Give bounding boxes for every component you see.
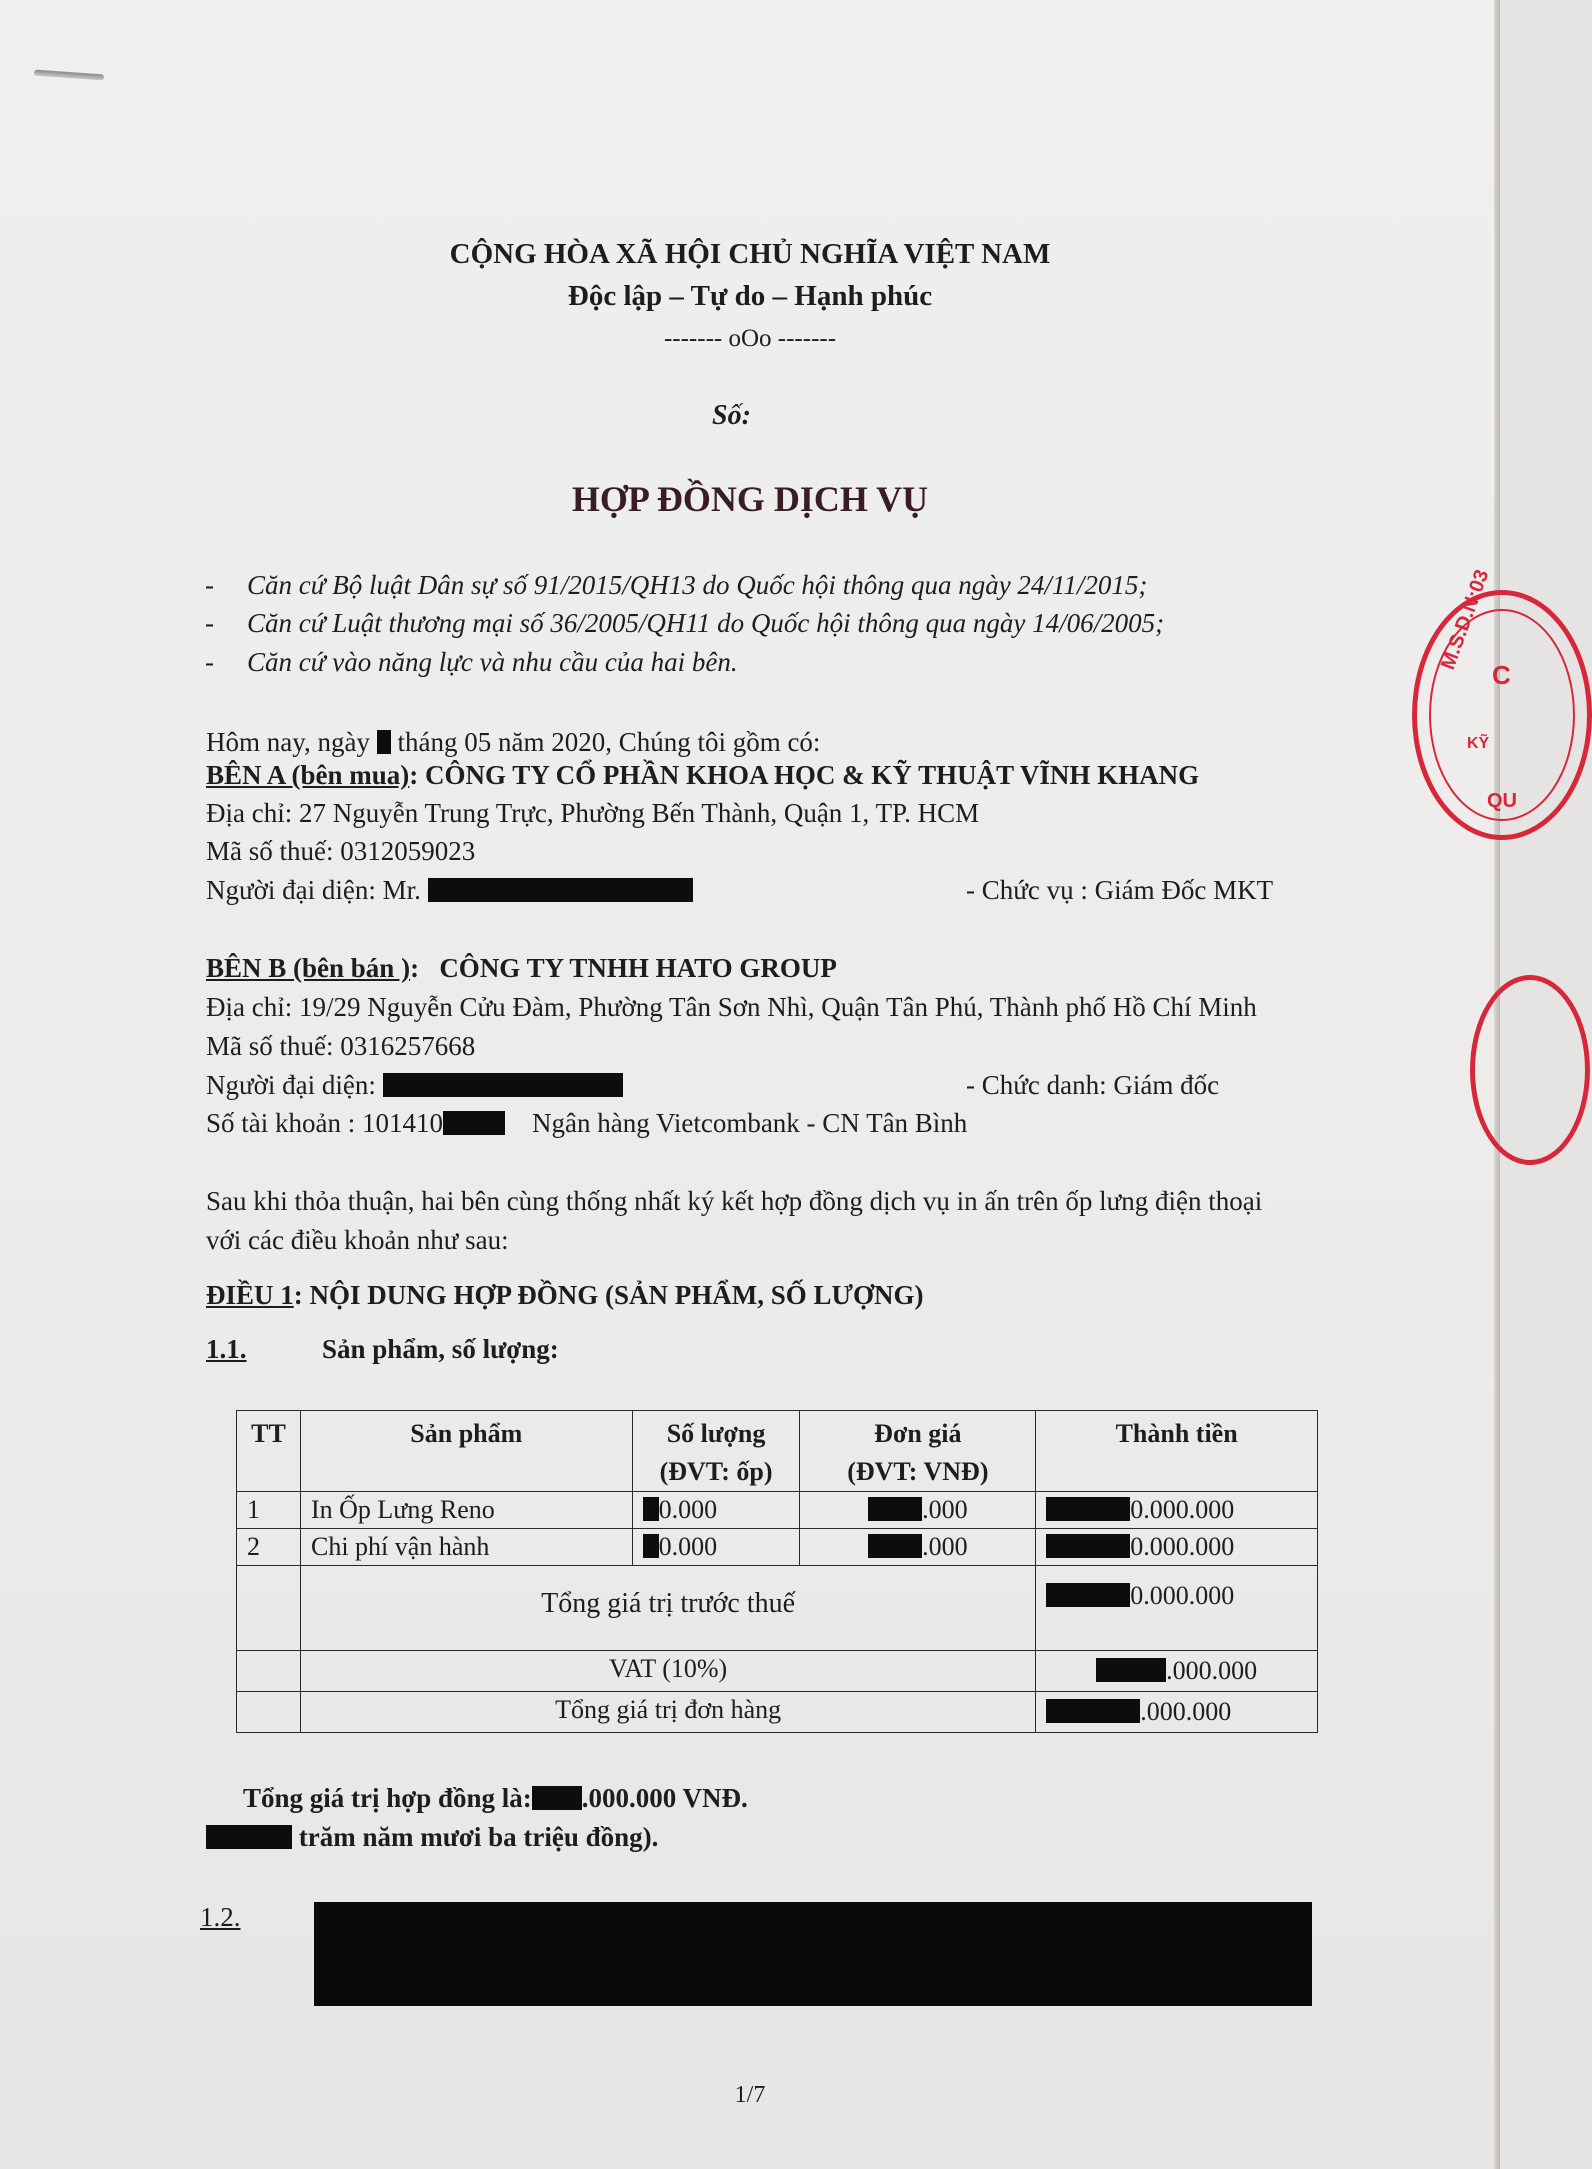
party-a-address: Địa chỉ: 27 Nguyễn Trung Trực, Phường Bến Thành, Quận 1, TP. HCM [206,798,980,828]
header-unit-price: Đơn giá (ĐVT: VNĐ) [800,1411,1036,1492]
table-header-row [237,1411,1318,1492]
redaction-bar [868,1497,922,1521]
agreement-line: với các điều khoản như sau: [206,1225,509,1255]
redaction-bar [206,1825,292,1849]
row-product: Chi phí vận hành [300,1529,632,1566]
party-b-address: Địa chỉ: 19/29 Nguyễn Cửu Đàm, Phường Tân Sơn Nhì, Quận Tân Phú, Thành phố Hồ Chí Minh [206,992,1257,1022]
vat-value: .000.000 [1036,1651,1318,1692]
table-row [237,1492,1318,1529]
pretax-value: 0.000.000 [1036,1566,1318,1651]
company-seal [1470,975,1590,1165]
redaction-bar [532,1786,582,1810]
redaction-bar [383,1073,623,1097]
article-1-heading: ĐIỀU 1: NỘI DUNG HỢP ĐỒNG (SẢN PHẨM, SỐ LƯỢNG) [206,1280,924,1310]
section-number: 1.2. [200,1902,241,1932]
contract-number-label: Số: [712,400,751,431]
contract-total: Tổng giá trị hợp đồng là: .000.000 VNĐ. [243,1783,748,1813]
basis-item: - Căn cứ Bộ luật Dân sự số 91/2015/QH13 do Quốc hội thông qua ngày 24/11/2015; [205,570,1148,600]
redaction-bar [1046,1583,1130,1607]
row-unit-price: .000 [800,1529,1036,1566]
header-tt: TT [237,1411,301,1492]
party-b-account: Số tài khoản : 101410 Ngân hàng Vietcombank - CN Tân Bình [206,1108,968,1138]
redaction-bar [1096,1658,1166,1682]
row-amount: 0.000.000 [1036,1529,1318,1566]
pretax-label: Tổng giá trị trước thuế [300,1566,1035,1651]
party-a-heading: BÊN A (bên mua): CÔNG TY CỔ PHẦN KHOA HỌC & KỸ THUẬT VĨNH KHANG [206,760,1200,790]
redaction-bar [868,1534,922,1558]
row-product: In Ốp Lưng Reno [300,1492,632,1529]
redaction-bar [1046,1699,1140,1723]
header-amount: Thành tiền [1036,1411,1318,1492]
country-heading: CỘNG HÒA XÃ HỘI CHỦ NGHĨA VIỆT NAM [449,238,1051,270]
order-total-value: .000.000 [1036,1692,1318,1733]
intro-line: Hôm nay, ngày tháng 05 năm 2020, Chúng tôi gồm có: [206,727,821,757]
party-b-heading: BÊN B (bên bán ): CÔNG TY TNHH HATO GROUP [206,953,837,983]
party-b-position: - Chức danh: Giám đốc [966,1070,1220,1100]
product-table [236,1410,1318,1733]
vat-label: VAT (10%) [300,1651,1035,1692]
party-b-tax: Mã số thuế: 0316257668 [206,1031,476,1061]
row-tt: 2 [237,1529,301,1566]
basis-item: - Căn cứ vào năng lực và nhu cầu của hai bên. [205,647,738,677]
basis-item: - Căn cứ Luật thương mại số 36/2005/QH11 do Quốc hội thông qua ngày 14/06/2005; [205,608,1165,638]
row-quantity: 0.000 [632,1529,800,1566]
party-a-position: - Chức vụ : Giám Đốc MKT [966,875,1274,905]
document-title: HỢP ĐỒNG DỊCH VỤ [571,479,929,519]
redaction-bar [428,878,693,902]
header-product: Sản phẩm [300,1411,632,1492]
row-quantity: 0.000 [632,1492,800,1529]
row-unit-price: .000 [800,1492,1036,1529]
party-a-tax: Mã số thuế: 0312059023 [206,836,476,866]
order-total-row [237,1692,1318,1733]
header-quantity: Số lượng (ĐVT: ốp) [632,1411,800,1492]
agreement-line: Sau khi thỏa thuận, hai bên cùng thống nhất ký kết hợp đồng dịch vụ in ấn trên ốp lưng điện thoại [206,1186,1263,1216]
redaction-bar [443,1111,505,1135]
order-total-label: Tổng giá trị đơn hàng [300,1692,1035,1733]
motto-heading: Độc lập – Tự do – Hạnh phúc [567,280,933,312]
vat-row [237,1651,1318,1692]
redaction-bar [377,730,391,754]
pretax-total-row [237,1566,1318,1651]
table-row [237,1529,1318,1566]
redaction-bar [643,1534,659,1558]
section-number: 1.1. [206,1334,247,1364]
section-title: Sản phẩm, số lượng: [322,1334,559,1364]
row-tt: 1 [237,1492,301,1529]
company-seal: M.S.D.N:03 C KỸ QU [1412,590,1592,840]
redaction-bar [1046,1497,1130,1521]
contract-total-in-words: trăm năm mươi ba triệu đồng). [206,1822,658,1853]
redaction-bar [1046,1534,1130,1558]
header-separator: ------- oOo ------- [663,325,837,352]
redaction-bar [643,1497,659,1521]
party-a-representative: Người đại diện: Mr. [206,875,693,906]
party-b-representative: Người đại diện: [206,1070,623,1101]
row-amount: 0.000.000 [1036,1492,1318,1529]
page-number: 1/7 [734,2082,766,2108]
redaction-block [314,1902,1312,2006]
